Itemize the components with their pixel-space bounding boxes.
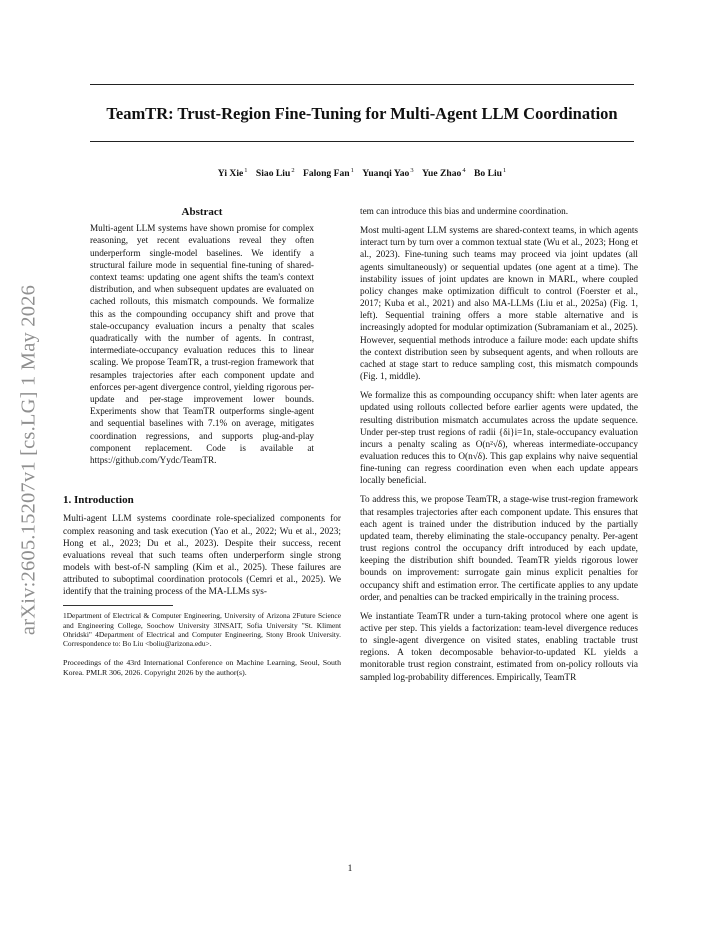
affiliations-footnote: 1Department of Electrical & Computer Engineering, University of Arizona 2Future Science and Engineering College, Soochow University 3INSAIT, Sofia University "St. Kliment Ohridski" 4Department of Electrical and Computer Engineering, Stony Brook University. Correspondence to: Bo Liu <boliu@arizona.edu>. (63, 611, 341, 649)
arxiv-identifier-text: arXiv:2605.15207v1 [cs.LG] 1 May 2026 (17, 284, 40, 636)
title-bottom-rule (90, 141, 634, 142)
author: Siao Liu$^2$ (255, 167, 295, 180)
author: Yi Xie$^1$ (217, 167, 248, 180)
proceedings-note: Proceedings of the 43rd International Conference on Machine Learning, Seoul, South Korea. PMLR 306, 2026. Copyright 2026 by the author(s). (63, 658, 341, 677)
left-column (63, 206, 341, 677)
paper-title: TeamTR: Trust-Region Fine-Tuning for Multi-Agent LLM Coordination (106, 104, 618, 123)
intro-paragraph: Multi-agent LLM systems coordinate role-specialized components for complex reasoning and task execution (Yao et al., 2022; Wu et al., 2023; Hong et al., 2023; Du et al., 2023). Despite their success, recent evaluations reveal that such teams often underperform single strong models with best-of-N sampling (Kim et al., 2025). These failures are attributed to suboptimal coordination protocols (Cemri et al., 2025). We identify that the training process of the MA-LLMs sys- (63, 514, 341, 598)
intro-paragraph: tem can introduce this bias and undermine coordination. (360, 207, 569, 217)
footnote-divider (63, 605, 173, 606)
author-list (90, 167, 634, 179)
page-number: 1 (347, 864, 353, 874)
intro-paragraph: To address this, we propose TeamTR, a stage-wise trust-region framework that resamples trajectories after each component update. This ensures that each agent is trained under the distribution induced by the partially updated team, thereby eliminating the stale-occupancy penalty. Per-agent trust regions control the occupancy drift introduced by each update, keeping the distribution shift bounded. TeamTR yields rigorous lower bounds on improvement: surrogate gain minus explicit penalties for occupancy shift and estimation error. The certificate applies to any update order, and penalties can be tracked empirically in the training process. (360, 495, 638, 603)
arxiv-identifier (4, 240, 54, 680)
right-column (360, 206, 638, 691)
intro-paragraph: We instantiate TeamTR under a turn-taking protocol where one agent is active per step. This yields a factorization: team-level divergence reduces to single-agent divergence on visited states, enabling tractable trust regions. A token decomposable behavior-to-updated KL yields a monitorable trust region constraint, estimated from on-policy rollouts via sampled log-probability differences. Empirically, TeamTR (360, 611, 638, 683)
abstract-heading: Abstract (181, 206, 223, 218)
section-heading-introduction: 1. Introduction (63, 494, 134, 507)
author: Yue Zhao$^4$ (421, 167, 466, 180)
intro-paragraph: We formalize this as compounding occupancy shift: when later agents are updated using rollouts collected before earlier agents were updated, the resulting distribution mismatch accumulates across the update sequence. Under per-step trust regions of radii {δi}i=1n, stale-occupancy evaluation incurs a penalty scaling as O(n²√δ), whereas intermediate-occupancy evaluation reduces this to O(n√δ). This gap explains why naive sequential fine-tuning can regress coordination even when each update appears locally beneficial. (360, 391, 638, 487)
author: Yuanqi Yao$^3$ (362, 167, 414, 180)
intro-paragraph: Most multi-agent LLM systems are shared-context teams, in which agents interact turn by turn over a common textual state (Wu et al., 2023; Hong et al., 2023). Fine-tuning such teams may proceed via joint updates (all agents simultaneously) or sequential updates (one agent at a time). The instability issues of joint updates are known in MARL, where coupled policy changes make optimization difficult to control (Foerster et al., 2017; Kuba et al., 2021) and also MA-LLMs (Liu et al., 2025a) (Fig. 1, left). Sequential training offers a more stable alternative and is increasingly adopted for modular optimization (Subramaniam et al., 2025). However, sequential methods introduce a failure mode: each update shifts the context distribution seen by subsequent agents, and when rollouts are cached at stage start to reduce sampling cost, this mismatch compounds (Fig. 1, middle). (360, 226, 638, 383)
title-top-rule (90, 84, 634, 85)
author: Bo Liu$^1$ (474, 167, 507, 180)
author: Falong Fan$^1$ (302, 167, 354, 180)
abstract-text: Multi-agent LLM systems have shown promise for complex reasoning, yet recent evaluations reveal they often underperform single-model baselines. We identify a structural failure mode in sequential fine-tuning of shared-context teams: updating one agent shifts the team's context distribution, and when subsequent updates are evaluated on cached rollouts, this mismatch compounds. We formalize this as the compounding occupancy shift and prove that stale-occupancy evaluation incurs a penalty that scales quadratically with the number of agents. In contrast, intermediate-occupancy evaluation reduces this to linear scaling. We propose TeamTR, a trust-region framework that resamples trajectories after each component update and enforces per-agent divergence control, yielding rigorous per-update and per-stage improvement lower bounds. Experiments show that TeamTR outperforms single-agent and sequential baselines with 7.1% on average, mitigates coordination regressions, and supports plug-and-play component replacement. Code is available at https://github.com/Yydc/TeamTR. (90, 223, 314, 466)
